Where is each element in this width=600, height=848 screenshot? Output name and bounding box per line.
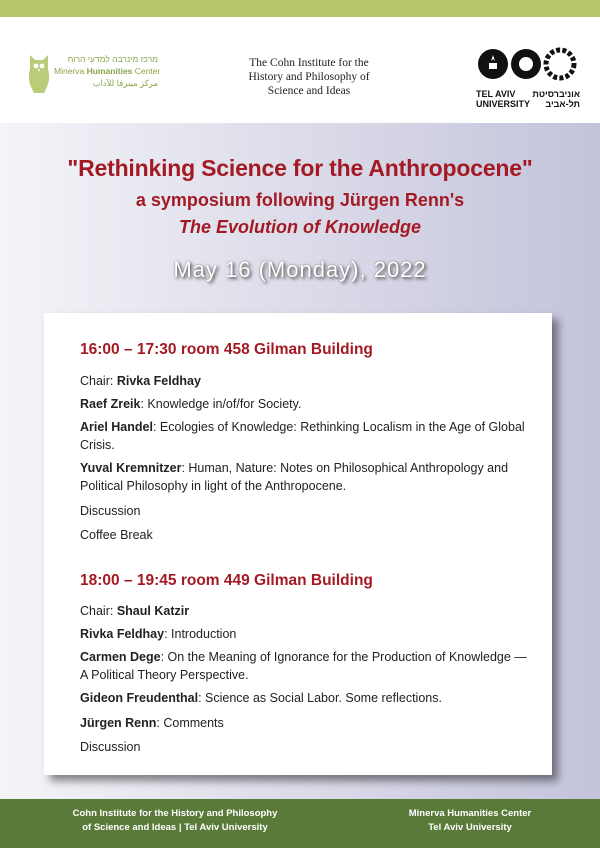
minerva-logo: [26, 47, 176, 107]
footer-cohn: Cohn Institute for the History and Philosophy of Science and Ideas | Tel Aviv University: [72, 808, 278, 833]
session-1-heading: 16:00 – 17:30 room 458 Gilman Building: [80, 341, 373, 358]
session-2-comments: Jürgen Renn: Comments: [80, 716, 224, 730]
session-1-coffee-break: Coffee Break: [80, 528, 153, 542]
book-title: The Evolution of Knowledge: [179, 217, 421, 237]
top-green-bar: [0, 0, 600, 17]
session-2-talk-2: Carmen Dege: On the Meaning of Ignorance for the Production of Knowledge — A Political Theory Perspective.: [80, 650, 527, 682]
tau-english: TEL AVIV UNIVERSITY: [476, 89, 531, 109]
session-2-chair: Chair: Shaul Katzir: [80, 604, 190, 618]
session-1-talk-3: Yuval Kremnitzer: Human, Nature: Notes on Philosophical Anthropology and Political Philosophy in light of the Anthropocene.: [80, 461, 509, 493]
session-2-discussion: Discussion: [80, 740, 141, 754]
tau-hebrew: אוניברסיטת תל-אביב: [532, 89, 580, 109]
footer-minerva: Minerva Humanities Center Tel Aviv University: [408, 808, 532, 833]
minerva-hebrew: מרכז מינרבה למדעי הרוח: [67, 54, 158, 64]
session-2-heading: 18:00 – 19:45 room 449 Gilman Building: [80, 572, 373, 589]
session-1-talk-2: Ariel Handel: Ecologies of Knowledge: Rethinking Localism in the Age of Global Crisis.: [80, 420, 525, 452]
minerva-english: Minerva Humanities Center: [54, 66, 161, 76]
program-card: [44, 313, 552, 775]
tau-circles-icon: [476, 47, 580, 83]
session-2-talk-1: Rivka Feldhay: Introduction: [80, 627, 237, 641]
header: [0, 17, 600, 123]
event-title: "Rethinking Science for the Anthropocene": [67, 155, 533, 181]
owl-icon: [26, 49, 52, 95]
tel-aviv-university-logo: [472, 47, 582, 127]
event-subtitle: a symposium following Jürgen Renn's: [135, 190, 465, 210]
event-date: May 16 (Monday), 2022: [173, 257, 427, 282]
session-1-talk-1: Raef Zreik: Knowledge in/of/for Society.: [80, 397, 302, 411]
session-2-talk-3: Gideon Freudenthal: Science as Social Labor. Some reflections.: [80, 691, 442, 705]
footer: [0, 799, 600, 848]
session-1-discussion: Discussion: [80, 504, 141, 518]
minerva-arabic: مركز مينرفا للآداب: [92, 78, 158, 88]
cohn-institute-name: The Cohn Institute for the History and Philosophy of Science and Ideas: [248, 57, 370, 97]
session-1-chair: Chair: Rivka Feldhay: [80, 374, 201, 388]
